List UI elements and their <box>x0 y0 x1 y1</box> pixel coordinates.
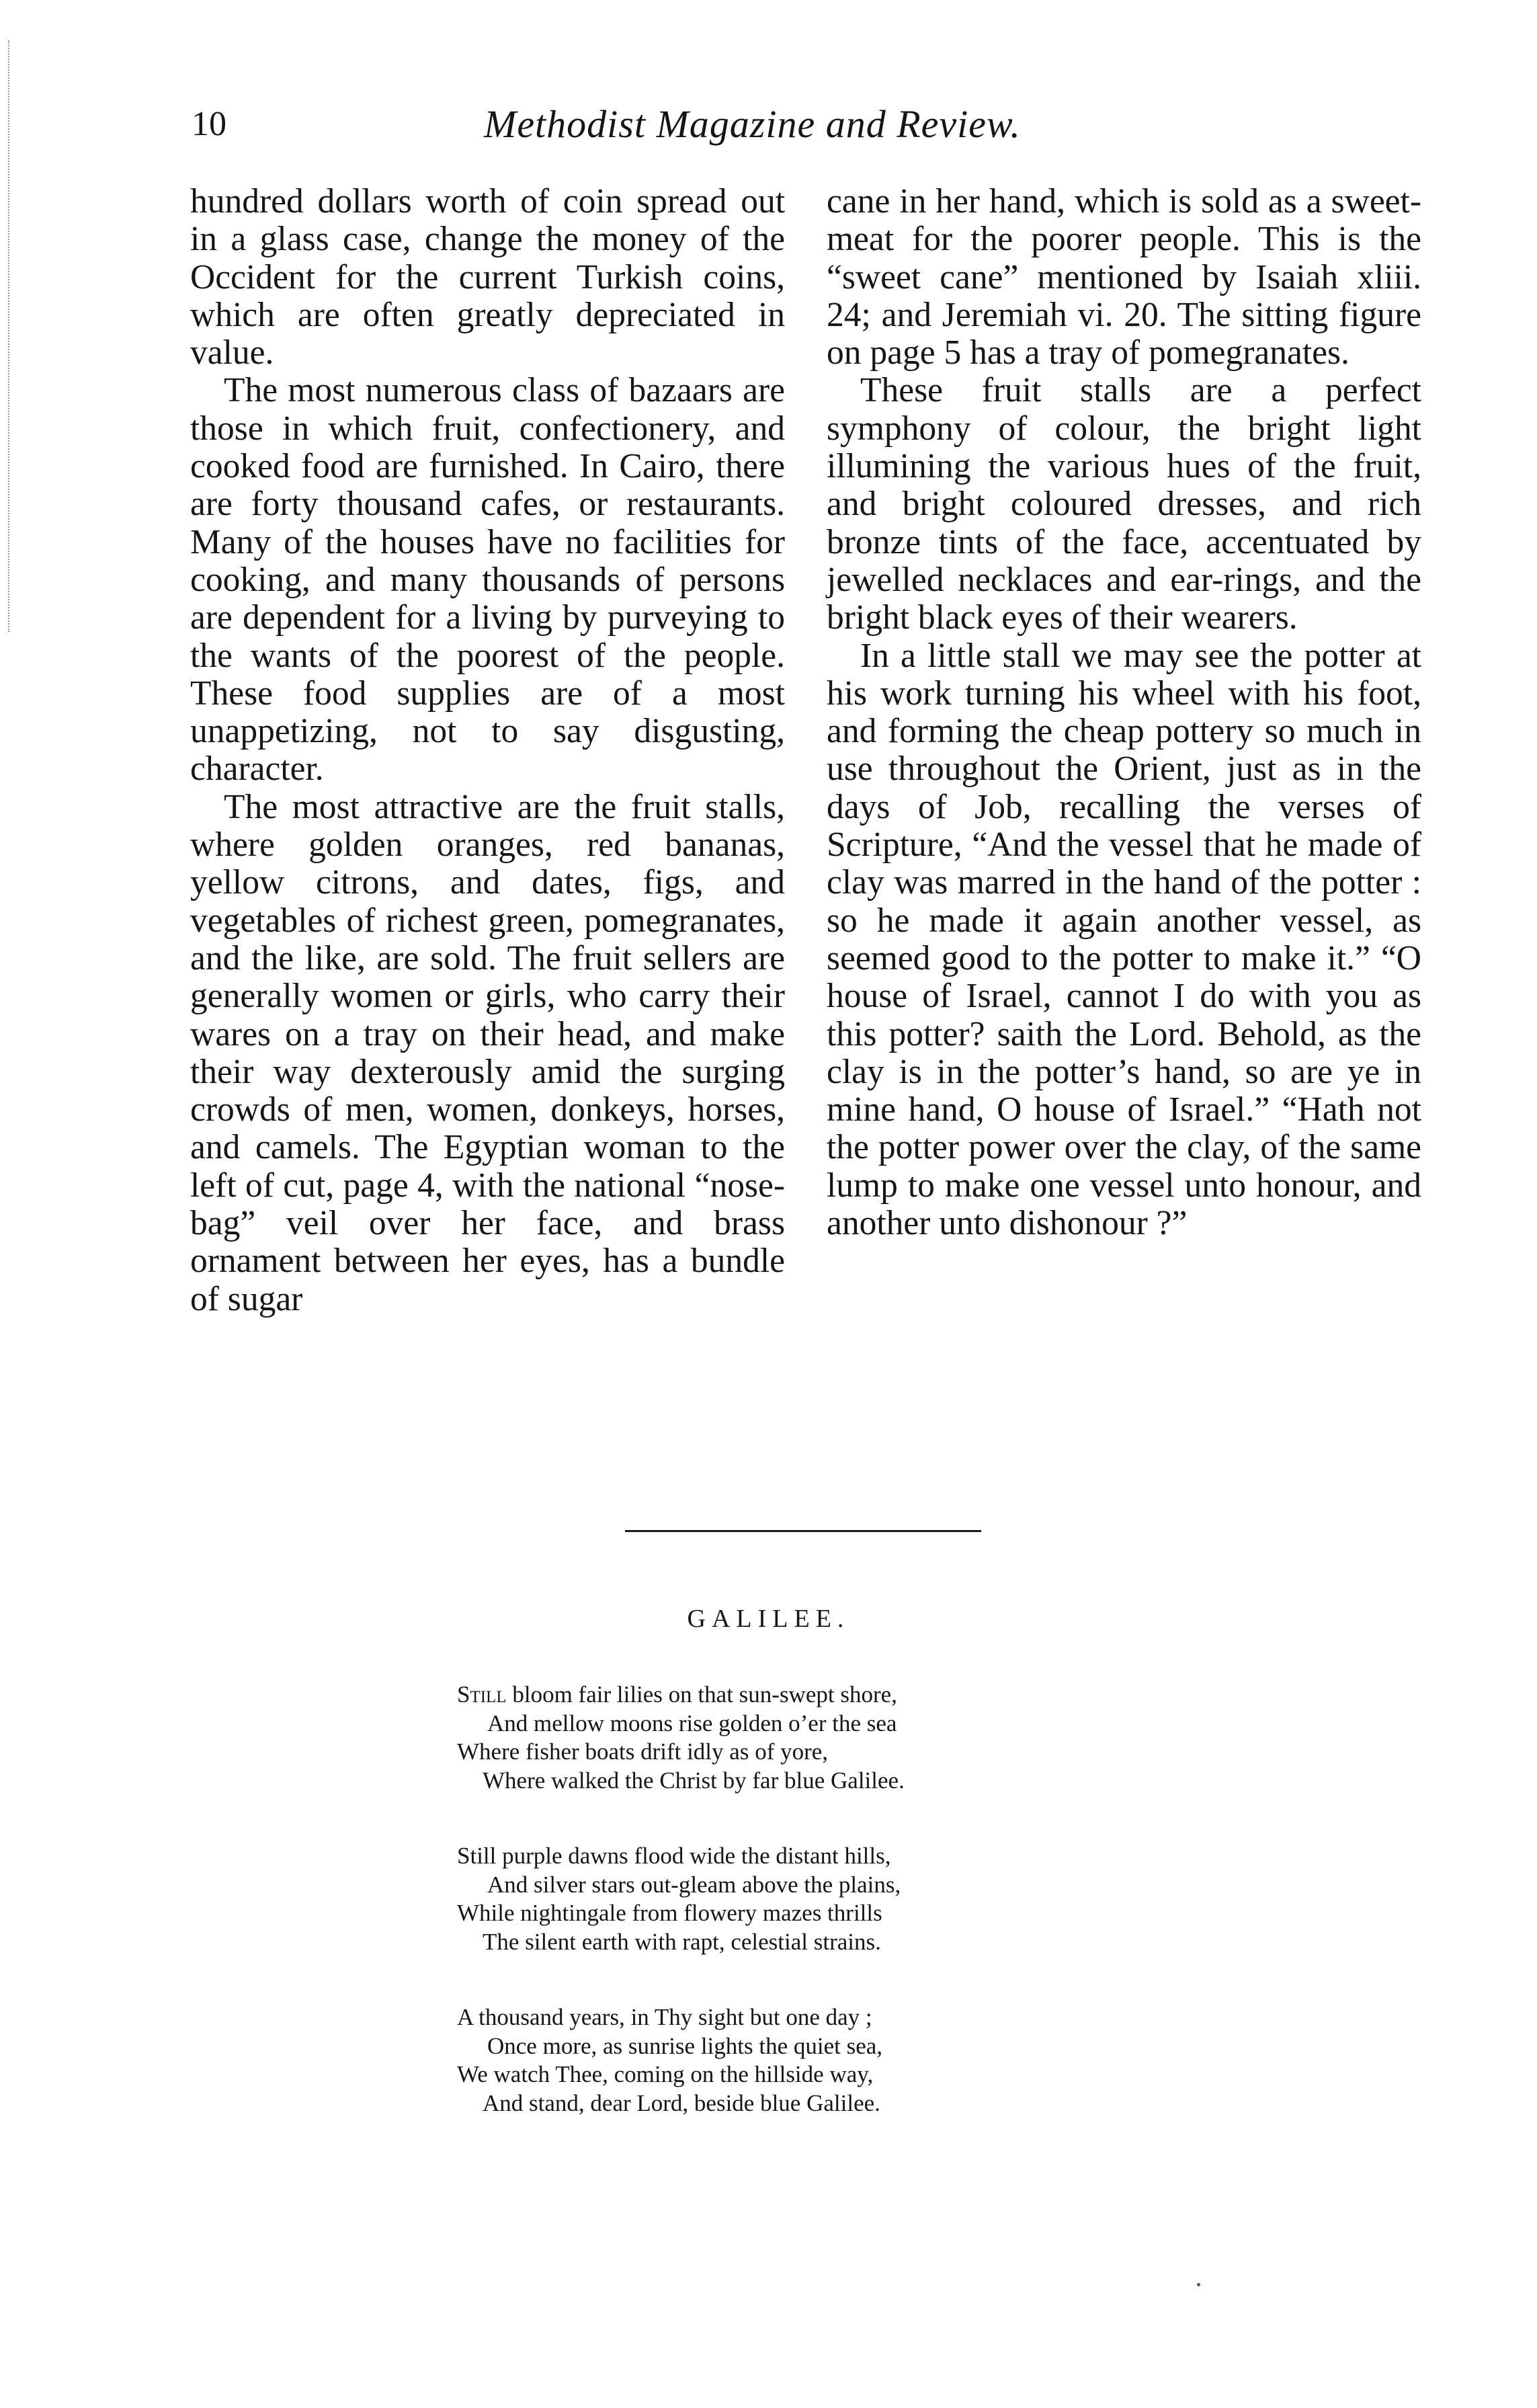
poem-line: Where fisher boats drift idly as of yore, <box>457 1738 829 1765</box>
poem-line: Still purple dawns flood wide the distant hills, <box>457 1843 891 1869</box>
poem-line: While nightingale from flowery mazes thrills <box>457 1900 882 1926</box>
poem-line: Where walked the Christ by far blue Galilee. <box>483 1767 905 1794</box>
poem-line <box>457 1681 1169 1710</box>
paragraph: The most numerous class of bazaars are those in which fruit, confectionery, and cooked food are furnished. In Cairo, there are forty thousand cafes, or restaurants. Many of the houses have no facilities for cooking, and many thousands of persons are dependent for a living by purveying to the wants of the poorest of the people. These food supplies are of a most unappetizing, not to say disgusting, character. <box>190 371 785 789</box>
print-speck <box>1197 2283 1200 2286</box>
right-column <box>827 183 1421 1242</box>
paragraph: cane in her hand, which is sold as a sweet-meat for the poorer people. This is the “sweet cane” mentioned by Isaiah xliii. 24; and Jeremiah vi. 20. The sitting figure on page 5 has a tray of pomegranates. <box>827 182 1421 372</box>
running-head: Methodist Magazine and Review. <box>484 102 1021 146</box>
page-header <box>0 97 1537 151</box>
poem-stanza <box>457 1842 1169 1956</box>
poem-line: And mellow moons rise golden o’er the sea <box>487 1710 897 1736</box>
paragraph: The most attractive are the fruit stalls, where golden oranges, red bananas, yellow citrons, and dates, figs, and vegetables of richest green, pomegranates, and the like, are sold. The fruit sellers are generally women or girls, who carry their wares on a tray on their head, and make their way dexterously amid the surging crowds of men, women, donkeys, horses, and camels. The Egyptian woman to the left of cut, page 4, with the national “nose-bag” veil over her face, and brass ornament between her eyes, has a bundle of sugar <box>190 787 785 1318</box>
poem-line: The silent earth with rapt, celestial strains. <box>483 1928 881 1955</box>
poem-line-text: bloom fair lilies on that sun-swept shore, <box>506 1681 897 1708</box>
poem-stanza <box>457 2003 1169 2118</box>
poem-line: We watch Thee, coming on the hillside way, <box>457 2061 874 2087</box>
poem-stanza <box>457 1681 1169 1795</box>
left-column <box>190 183 785 1318</box>
poem-line: And stand, dear Lord, beside blue Galilee. <box>483 2089 880 2116</box>
page-number: 10 <box>192 105 226 143</box>
poem <box>457 1681 1169 2165</box>
poem-title: GALILEE. <box>687 1605 850 1633</box>
poem-line: Once more, as sunrise lights the quiet sea, <box>487 2032 883 2059</box>
paragraph: These fruit stalls are a perfect symphony of colour, the bright light illumining the various hues of the fruit, and bright coloured dresses, and rich bronze tints of the face, accentuated by jewelled necklaces and ear-rings, and the bright black eyes of their wearers. <box>827 371 1421 637</box>
paragraph: In a little stall we may see the potter at his work turning his wheel with his foot, and forming the cheap pottery so much in use throughout the Orient, just as in the days of Job, recalling the verses of Scripture, “And the vessel that he made of clay was marred in the hand of the potter : so he made it again another vessel, as seemed good to the potter to make it.” “O house of Israel, cannot I do with you as this potter? saith the Lord. Behold, as the clay is in the potter’s hand, so are ye in mine hand, O house of Israel.” “Hath not the potter power over the clay, of the same lump to make one vessel unto honour, and another unto dishonour ?” <box>827 636 1421 1243</box>
poem-line: A thousand years, in Thy sight but one day ; <box>457 2004 872 2030</box>
section-divider-rule <box>625 1530 981 1532</box>
poem-line: And silver stars out-gleam above the plains, <box>487 1871 901 1898</box>
paragraph: hundred dollars worth of coin spread out in a glass case, change the money of the Occident for the current Turkish coins, which are often greatly depreciated in value. <box>190 182 785 372</box>
poem-first-word: Still <box>457 1681 507 1708</box>
